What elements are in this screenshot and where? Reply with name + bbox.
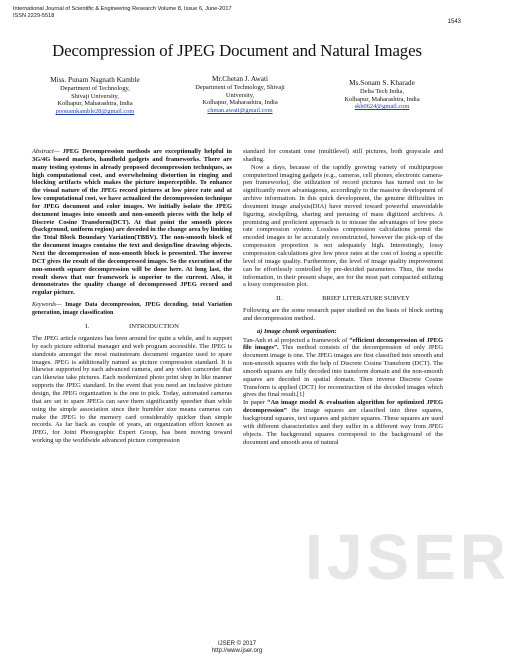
abstract-text: JPEG Decompression methods are exceptionally helpful in 3G/4G based markets, handheld gadgets and frameworks. There are many testing systems in already proposed decompression techniques, as high computational cost, and overwhelming distortion in ringing and blocking artifacts which makes the picture imperceptible. To enhance the visual nature of the JPEG record pictures at low piece rate and at low computational cost, we have actualized the decompression technique for JPEG document and color images. We initially isolate the JPEG document images into smooth and non-smooth pieces with the help of Discrete Cosine Transform(DCT). At that point the smooth pieces (background, uniform region) are decoded in the change area by limiting the Total Block Boundary Variation(TBBV). The non-smooth block of the document images contains the text and design/line drawing objects. Next the decompression of non-smooth block is presented. The inverse DCT gives the result of the decompressed images. So the execution of the non-smooth square decompression will be done here. At long last, the result shows that our framework is superior to the current. Also, it demonstrates the quality change of decompressed JPEG record and regular picture. [32, 148, 232, 297]
subsection-title: Image chunk organization: [263, 327, 337, 335]
subsection-heading [257, 328, 443, 336]
author-2 [165, 75, 315, 115]
journal-line: International Journal of Scientific & Engineering Research Volume 8, Issue 6, June-2017 [13, 6, 232, 12]
section-heading-literature-survey [243, 295, 443, 303]
author-name: Mr.Chetan J. Awati [211, 74, 269, 83]
author-affiliation: Department of Technology, [60, 84, 130, 92]
author-1 [20, 76, 170, 116]
author-name: Miss. Punam Nagnath Kamble [50, 75, 140, 84]
author-affiliation: Delta Tech India, [360, 87, 404, 95]
issn-line: ISSN 2229-5518 [13, 13, 55, 19]
paragraph: standard for constant tone (multilevel) still pictures, both grayscale and shading. [243, 148, 443, 163]
text-span: In paper [243, 399, 268, 407]
author-affiliation: Shivaji University, [71, 92, 119, 100]
author-email-link[interactable]: chetan.awati@gmail.com [207, 107, 273, 115]
section-heading-introduction [32, 323, 232, 331]
subsection-label: a) [257, 327, 263, 335]
paragraph: Now a days, because of the rapidly growing variety of multipurpose computerized imaging gadgets (e.g., cameras, cell phones, electronic camera-pen frameworks), the utilization of record pictures has turned out to be significantly more advantageous, accordingly to the massive development of archive information. In this quick development, the genuine difficulties in document image analysis(DIA) have moved toward powerful unavoidable figuring, stockpiling, sharing and perusing of mass digitized archives. A promising and proficient approach is to misuse the advantages of low piece rate compression system. Lossless compression calculations permit the encoded images to be accurately reconstructed, however the pick-up of the compression proportion is not adequately high. Interestingly, lossy compression calculations give low piece rates at the cost of losing a specific level of image quality. Furthermore, the level of image quality improvement can be effortlessly controlled by pre-decided parameters. Thus, the media information, in their present shape, are for the most part compacted utilizing a lossy compression plot. [243, 163, 443, 289]
keywords-label: Keywords— [32, 302, 62, 309]
journal-header [13, 6, 232, 20]
abstract-label: Abstract— [32, 148, 60, 155]
survey-paragraph-1 [243, 337, 443, 400]
paper-title: Decompression of JPEG Document and Natural Images [52, 41, 422, 60]
author-block [20, 76, 454, 136]
abstract [32, 148, 232, 297]
section-number: II. [276, 295, 283, 303]
left-column [32, 148, 232, 445]
right-column [243, 148, 443, 446]
author-affiliation: Kolhapur, Maharashtra, India [344, 95, 420, 103]
author-email-link[interactable]: poonamkamble28@gmail.com [55, 108, 135, 116]
section-title: INTRODUCTION [129, 323, 179, 331]
text-span: This method consists of the decompression of only JPEG document image is one. The JPEG images are first classified into smooth and non-smooth squares with the help of Discrete Cosine Transform (DCT). The smooth squares are fully decoded into transform domain and the non-smooth squares are decoded in spatial domain. Then inverse Discrete Cosine Transform is applied (DCT) for reconstruction of the decoded images which gives the final result.[1] [243, 344, 443, 399]
author-affiliation: Department of Technology, Shivaji [195, 83, 285, 91]
text-span: the image squares are classified into three squares, background squares, text squares and picture squares. These squares are used with different characteristics and they suffer in a different way from JPEG objects. The background squares correspond to the background of the document and smooth area of natural [243, 407, 443, 446]
ijser-watermark: IJSER [305, 521, 510, 593]
author-affiliation: Kolhapur, Maharashtra, India [202, 99, 278, 107]
paper-citation-title: “efficient decompression of JPEG file images”. [243, 336, 443, 352]
page-number: 1543 [447, 19, 461, 25]
keywords-text: Image Data decompression, JPEG decoding, total Variation generation, image classification [32, 302, 232, 316]
section-title: BRIEF LITERATURE SURVEY [322, 295, 410, 303]
author-email-link[interactable]: skh0624@gmail.com [354, 103, 410, 111]
text-span: Tan-Anh et al projected a framework of [243, 336, 350, 344]
survey-intro-paragraph: Following are the some research paper studied on the basis of block sorting and decompression method. [243, 307, 443, 322]
author-affiliation: University, [225, 91, 255, 99]
paper-citation-title: “An image model & evaluation algorithm for optimized JPEG decompression” [243, 399, 443, 415]
copyright: IJSER © 2017 [217, 641, 257, 647]
author-3 [310, 79, 454, 111]
author-name: Ms.Sonam S. Kharade [349, 78, 415, 87]
survey-paragraph-2 [243, 399, 443, 446]
keywords [32, 302, 232, 317]
author-affiliation: Kolhapur, Maharashtra, India [57, 100, 133, 108]
page-footer [0, 641, 474, 656]
website-link[interactable]: http://www.ijser.org [211, 648, 263, 655]
introduction-paragraph: The JPEG article organizes has been around for quite a while, and is support by each picture editorial manager and web program accessible. The JPEG is standouts amongst the most mainstream document organize used to spare images. JPEG is additionally named as picture compression standard. It is likewise supported by each advanced camera, and any video camcorder that can likewise take pictures. Each modernized photo print shop in like manner supports the JPEG standard. In the event that you need an inclusive picture design, the JPEG organization is the one to pick. Today, automated cameras that are set to spare JPEGs can save them significantly speedier than while using the simple association since their humbler size means cameras can make the JPEG to the memory card considerably quicker than simple records. As far back as couple of years, an organization effort known as JPEG, for Joint Photographic Expert Group, has been moving toward working up the worldwide advanced picture compression [32, 335, 232, 445]
section-number: I. [85, 323, 90, 331]
